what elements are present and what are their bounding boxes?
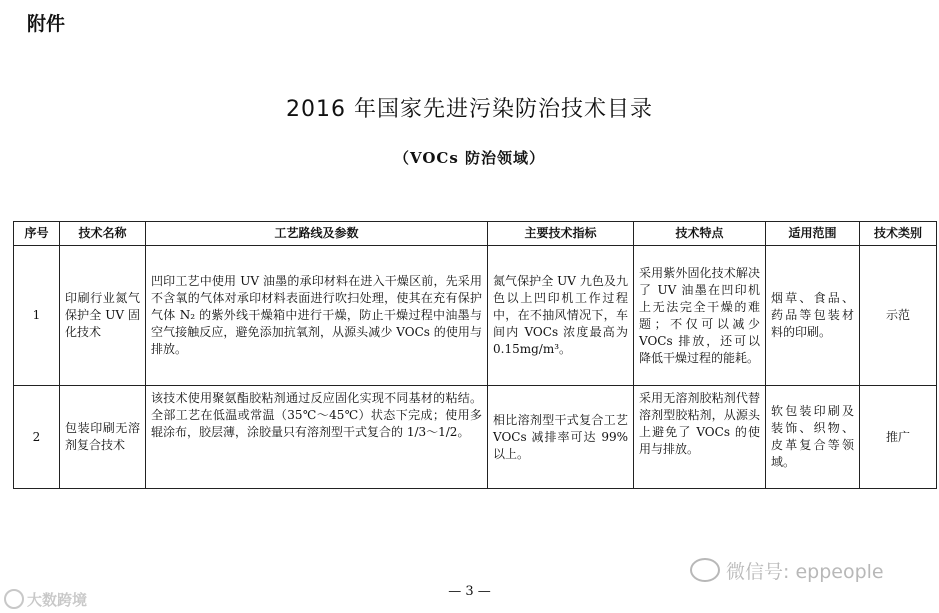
col-header-indicators: 主要技术指标	[488, 222, 634, 246]
wechat-watermark	[690, 557, 884, 584]
cell-indicators: 相比溶剂型干式复合工艺 VOCs 减排率可达 99%以上。	[488, 386, 634, 489]
cell-no: 1	[14, 246, 60, 386]
attachment-label: 附件	[27, 13, 66, 35]
cell-features: 采用无溶剂胶粘剂代替溶剂型胶粘剂，从源头上避免了 VOCs 的使用与排放。	[634, 386, 766, 489]
cell-features: 采用紫外固化技术解决了 UV 油墨在凹印机上无法完全干燥的难题；不仅可以减少 VOCs 排放，还可以降低干燥过程的能耗。	[634, 246, 766, 386]
logo-ring-icon	[4, 589, 24, 609]
page-number: — 3 —	[448, 584, 491, 599]
col-header-name: 技术名称	[60, 222, 146, 246]
col-header-no: 序号	[14, 222, 60, 246]
cell-no: 2	[14, 386, 60, 489]
cell-name: 印刷行业氮气保护全 UV 固化技术	[60, 246, 146, 386]
col-header-features: 技术特点	[634, 222, 766, 246]
cell-category: 示范	[860, 246, 937, 386]
table-row	[14, 246, 937, 386]
table-header-row	[14, 222, 937, 246]
technology-catalog-table	[13, 221, 937, 489]
cell-process: 该技术使用聚氨酯胶粘剂通过反应固化实现不同基材的粘结。全部工艺在低温或常温（35℃～45℃）状态下完成；使用多辊涂布，胶层薄，涂胶量只有溶剂型干式复合的 1/3～1/2。	[146, 386, 488, 489]
cell-indicators: 氮气保护全 UV 九色及九色以上凹印机工作过程中，在不抽风情况下，车间内 VOCs 浓度最高为 0.15mg/m³。	[488, 246, 634, 386]
document-subtitle: （VOCs 防治领域）	[393, 149, 546, 167]
cell-scope: 烟草、食品、药品等包装材料的印刷。	[766, 246, 860, 386]
wechat-icon	[690, 558, 720, 582]
table-row	[14, 386, 937, 489]
cell-category: 推广	[860, 386, 937, 489]
col-header-scope: 适用范围	[766, 222, 860, 246]
wechat-watermark-text: 微信号: eppeople	[726, 561, 884, 583]
col-header-process: 工艺路线及参数	[146, 222, 488, 246]
cell-name: 包装印刷无溶剂复合技术	[60, 386, 146, 489]
cell-scope: 软包装印刷及装饰、织物、皮革复合等领域。	[766, 386, 860, 489]
source-watermark	[4, 589, 87, 610]
document-title: 2016 年国家先进污染防治技术目录	[286, 97, 653, 122]
source-watermark-text: 大数跨境	[27, 591, 88, 609]
cell-process: 凹印工艺中使用 UV 油墨的承印材料在进入干燥区前，先采用不含氧的气体对承印材料表面进行吹扫处理，使其在充有保护气体 N₂ 的紫外线干燥箱中进行干燥，防止干燥过程中油墨与空气接触反应，避免添加抗氧剂，从源头减少 VOCs 的使用与排放。	[146, 246, 488, 386]
col-header-category: 技术类别	[860, 222, 937, 246]
